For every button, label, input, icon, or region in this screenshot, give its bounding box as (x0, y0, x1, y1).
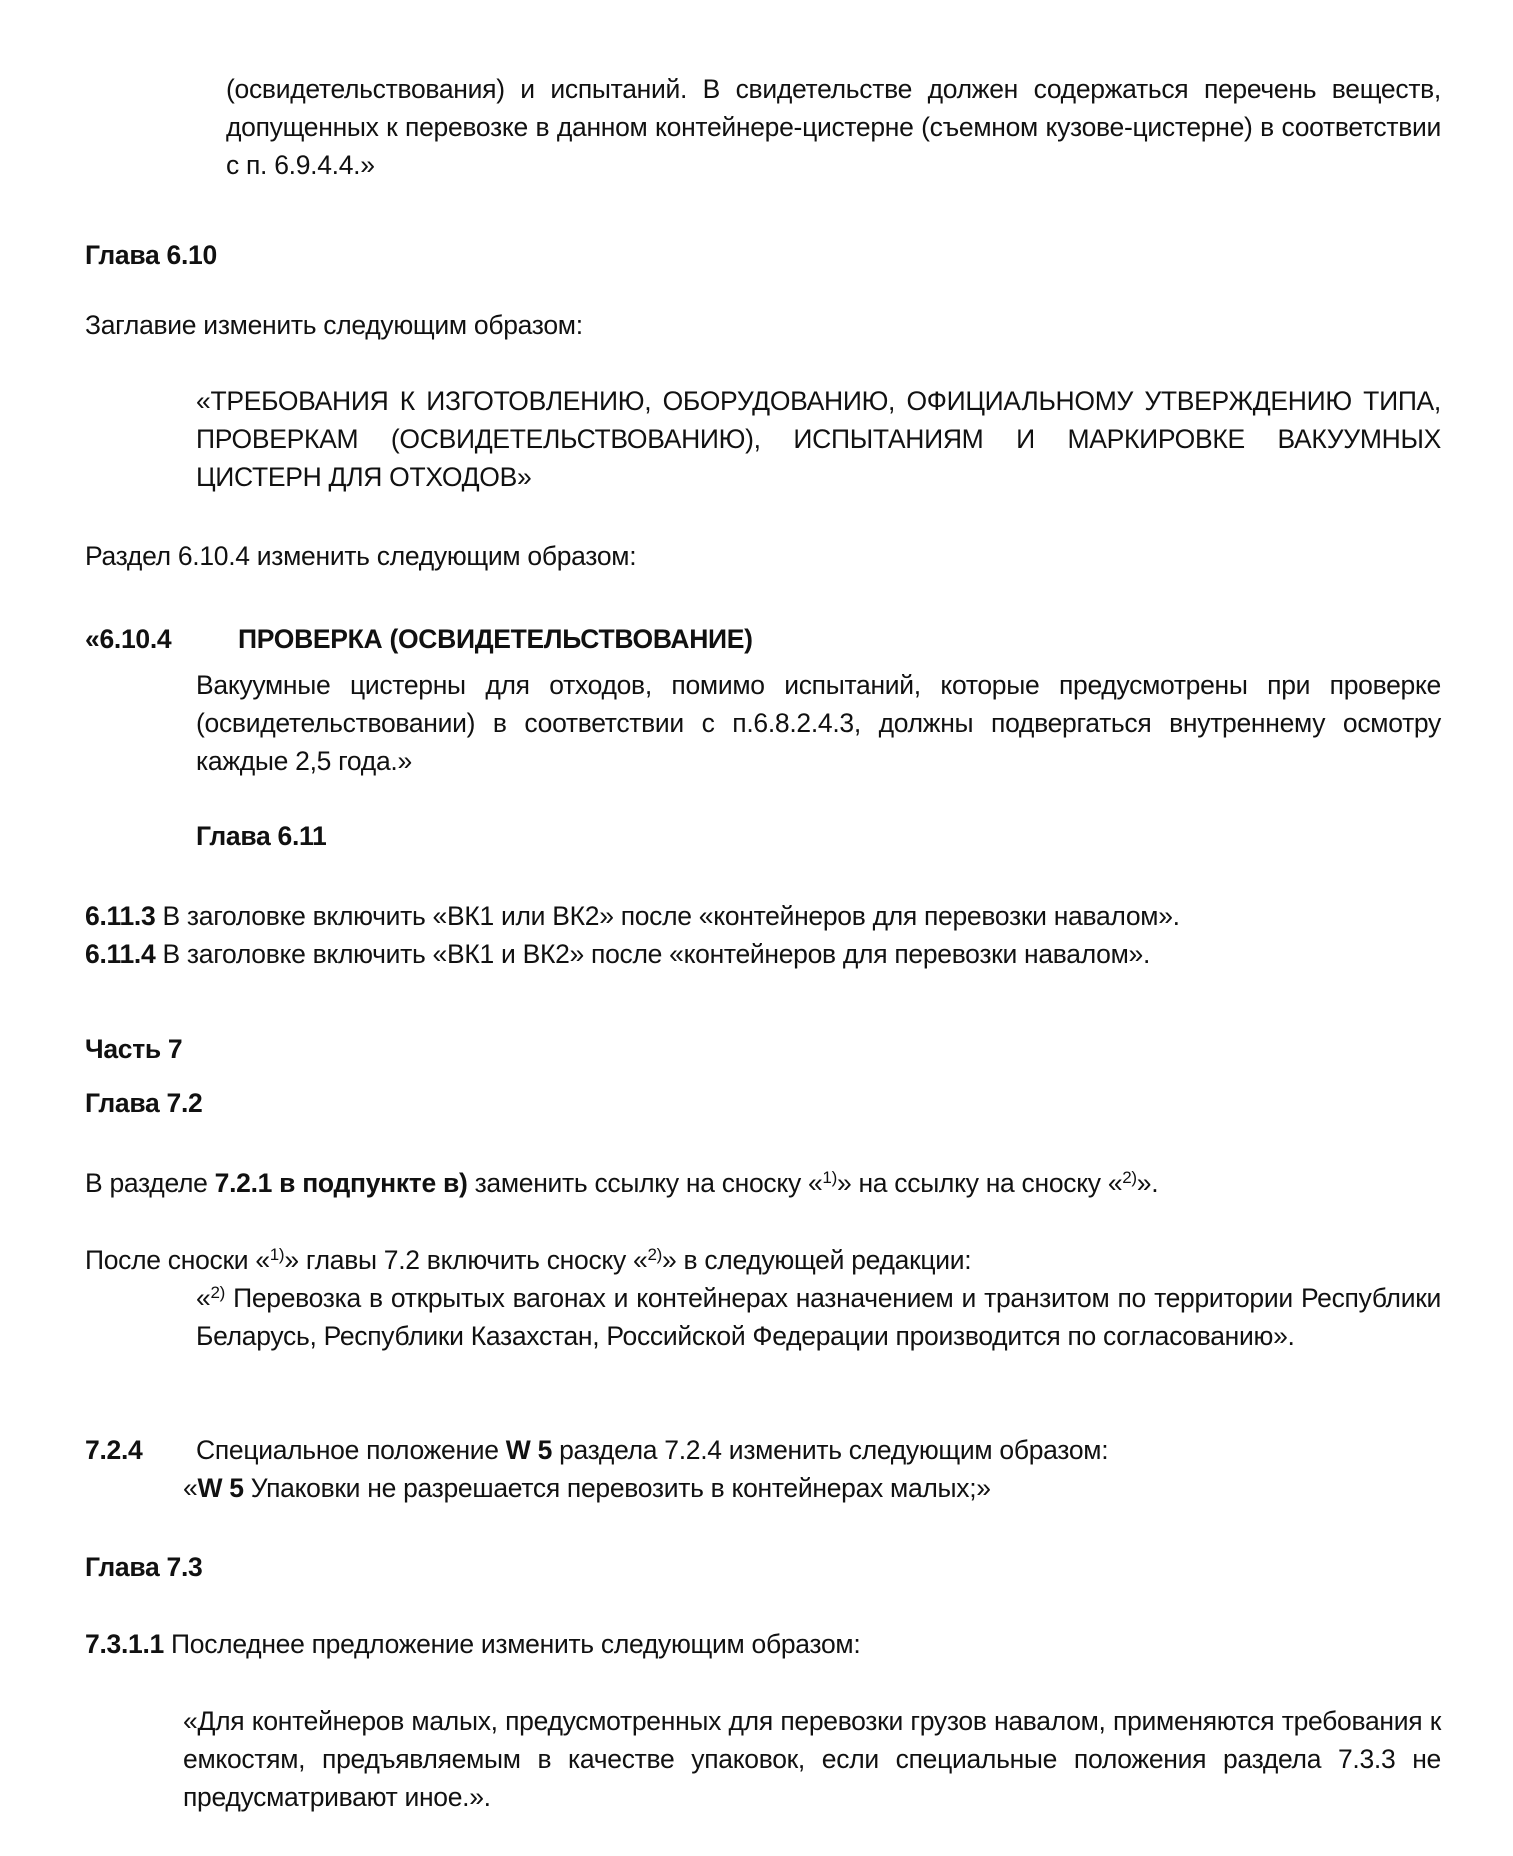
amendment-text: В заголовке включить «ВК1 или ВК2» после «контейнеров для перевозки навалом». (155, 901, 1180, 931)
text-run: » в следующей редакции: (661, 1245, 972, 1275)
footnote-mark: 2) (210, 1283, 225, 1302)
text-run: » на ссылку на сноску « (836, 1168, 1123, 1198)
chapter-6-10-heading: Глава 6.10 (85, 240, 217, 270)
text-run: Перевозка в открытых вагонах и контейнерах назначением и транзитом по территории Республики Беларусь, Республики Казахстан, Российской Федерации производится по согласованию». (196, 1283, 1441, 1351)
text-run: Специальное положение (196, 1435, 506, 1465)
section-7-2-4-number: 7.2.4 (85, 1435, 143, 1465)
chapter-7-2-heading: Глава 7.2 (85, 1088, 203, 1118)
footnote-reference-change (85, 1164, 1158, 1202)
amendment-number: 6.11.4 (85, 939, 156, 969)
amendment-number: 6.11.3 (85, 901, 156, 931)
text-run: Упаковки не разрешается перевозить в контейнерах малых;» (243, 1473, 991, 1503)
continued-paragraph: (освидетельствования) и испытаний. В свидетельстве должен содержаться перечень веществ, допущенных к перевозке в данном контейнере-цистерне (съемном кузове-цистерне) в соответствии с п. 6.9.4.4.» (226, 74, 1441, 180)
footnote-mark: 1) (269, 1245, 285, 1264)
text-run-bold: W 5 (197, 1473, 244, 1503)
text-run: В разделе (85, 1168, 215, 1198)
section-7-3-1-1-quote: «Для контейнеров малых, предусмотренных для перевозки грузов навалом, применяются требования к емкостям, предъявляемым в качестве упаковок, если специальные положения раздела 7.3.3 не предусматривают иное.». (183, 1706, 1441, 1812)
text-run-bold: W 5 (505, 1435, 553, 1465)
part-7-heading: Часть 7 (85, 1034, 183, 1064)
amendment-number: 7.3.1.1 (85, 1629, 164, 1659)
text-run: « (183, 1473, 198, 1503)
title-change-instruction: Заглавие изменить следующим образом: (85, 310, 583, 340)
amendment-6-11-3 (85, 897, 1180, 935)
footnote-text (196, 1279, 1441, 1355)
text-run-bold: 7.2.1 в подпункте в) (214, 1168, 468, 1198)
section-7-3-1-1-instruction (85, 1625, 860, 1663)
chapter-6-11-heading: Глава 6.11 (196, 821, 327, 851)
section-change-instruction: Раздел 6.10.4 изменить следующим образом: (85, 541, 637, 571)
text-run: После сноски « (85, 1245, 270, 1275)
footnote-insert-instruction (85, 1241, 971, 1279)
text-run: » главы 7.2 включить сноску « (284, 1245, 648, 1275)
footnote-mark: 2) (1122, 1168, 1137, 1187)
text-run: раздела 7.2.4 изменить следующим образом: (552, 1435, 1109, 1465)
amendment-6-11-4 (85, 935, 1150, 973)
text-run: ». (1136, 1168, 1159, 1198)
special-provision-w5 (183, 1469, 991, 1507)
footnote-mark: 1) (822, 1168, 837, 1187)
amendment-text: Последнее предложение изменить следующим образом: (163, 1629, 861, 1659)
text-run: « (196, 1283, 211, 1313)
section-7-2-4-instruction (196, 1431, 1108, 1469)
amendment-text: В заголовке включить «ВК1 и ВК2» после «контейнеров для перевозки навалом». (155, 939, 1151, 969)
section-number: «6.10.4 (85, 624, 172, 654)
footnote-mark: 2) (647, 1245, 662, 1264)
section-body: Вакуумные цистерны для отходов, помимо испытаний, которые предусмотрены при проверке (освидетельствовании) в соответствии с п.6.8.2.4.3, должны подвергаться внутреннему осмотру каждые 2,5 года.» (196, 670, 1441, 776)
chapter-7-3-heading: Глава 7.3 (85, 1552, 203, 1582)
text-run: заменить ссылку на сноску « (467, 1168, 823, 1198)
section-title: ПРОВЕРКА (ОСВИДЕТЕЛЬСТВОВАНИЕ) (238, 624, 753, 654)
new-title-quote: «ТРЕБОВАНИЯ К ИЗГОТОВЛЕНИЮ, ОБОРУДОВАНИЮ, ОФИЦИАЛЬНОМУ УТВЕРЖДЕНИЮ ТИПА, ПРОВЕРКАМ (ОСВИДЕТЕЛЬСТВОВАНИЮ), ИСПЫТАНИЯМ И МАРКИРОВКЕ ВАКУУМНЫХ ЦИСТЕРН ДЛЯ ОТХОДОВ» (196, 386, 1441, 492)
